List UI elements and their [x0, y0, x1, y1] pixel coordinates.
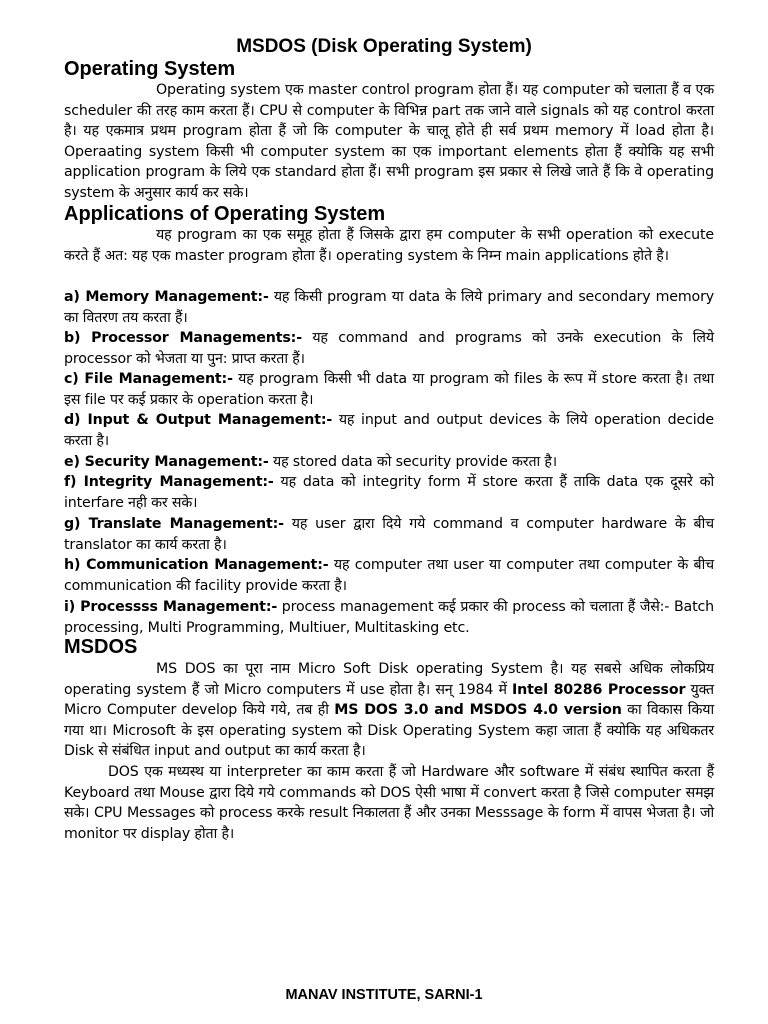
item-text: यह input and output devices के लिये operation decide करता है। [64, 412, 714, 449]
application-item-communication [64, 555, 714, 596]
item-text: यह stored data को security provide करता है। [268, 454, 558, 470]
applications-intro: यह program का एक समूह होता हैं जिसके द्वारा हम computer के सभी operation को execute करते हैं अत: यह एक master program होता हैं। operating system के निम्न main applications होते है। [64, 227, 714, 264]
item-text: process management कई प्रकार की process को चलाता हैं जैसे:- Batch processing, Multi Programming, Multiuer, Multitasking etc. [64, 599, 714, 636]
heading-operating-system: Operating System [64, 58, 236, 80]
operating-system-paragraph: Operating system एक master control program होता हैं। यह computer को चलाता हैं व एक scheduler की तरह काम करता हैं। CPU से computer के विभिन्न part तक जाने वाले signals को यह control करता है। यह एकमात्र प्रथम program होता हैं जो कि computer के चालू होते ही सर्व प्रथम memory में load होता है। Operaating system किसी भी computer system का एक important elements होता हैं क्योकि यह सभी application program के लिये एक standard होता हैं। सभी program इस प्रकार से लिखे जाते हैं कि वे operating system के अनुसार कार्य कर सके। [64, 82, 714, 201]
item-text: यह user द्वारा दिये गये command व computer hardware के बीच translator का कार्य करता है। [64, 516, 715, 553]
application-item-process [64, 597, 714, 638]
item-label: g) Translate Management:- [64, 516, 284, 532]
msdos-bold-processor: Intel 80286 Processor [512, 681, 686, 698]
heading-applications: Applications of Operating System [64, 203, 386, 225]
application-item-memory [64, 287, 714, 328]
item-text: यह command and programs को उनके execution के लिये processor को भेजता या पुन: प्राप्त करता हैं। [64, 330, 714, 367]
application-item-io [64, 410, 714, 451]
item-label: d) Input & Output Management:- [64, 412, 333, 428]
item-text: यह computer तथा user या computer तथा computer के बीच communication की facility provide करता है। [64, 557, 714, 594]
msdos-paragraph-1 [64, 659, 714, 762]
item-label: f) Integrity Management:- [64, 474, 274, 490]
item-label: b) Processor Managements:- [64, 330, 302, 346]
application-item-translate [64, 514, 714, 555]
item-label: a) Memory Management:- [64, 289, 269, 305]
application-item-file [64, 369, 714, 410]
msdos-text-c: युक्त Micro Computer develop किये गये, तब ही [64, 681, 714, 719]
item-text: यह किसी program या data के लिये primary and secondary memory का वितरण तय करता हैं। [64, 289, 715, 326]
msdos-bold-version: MS DOS 3.0 and MSDOS 4.0 version [334, 702, 622, 719]
heading-msdos: MSDOS [64, 636, 138, 658]
item-text: यह data को integrity form में store करता हैं ताकि data एक दूसरे को interfare नही कर सके। [64, 474, 715, 511]
item-label: e) Security Management:- [64, 454, 269, 470]
page-title: MSDOS (Disk Operating System) [236, 36, 532, 57]
msdos-text-a: MS DOS का पूरा नाम Micro Soft Disk operating System है। यह सबसे अधिक लोकप्रिय operating system हैं जो Micro computers में use होता है। सन् 1984 में [64, 661, 714, 698]
item-label: i) Processss Management:- [64, 599, 278, 615]
application-item-security [64, 452, 714, 473]
msdos-paragraph-2: DOS एक मध्यस्थ या interpreter का काम करता हैं जो Hardware और software में संबंध स्थापित करता हैं Keyboard तथा Mouse द्वारा दिये गये commands को DOS ऐसी भाषा में convert करता है जिसे computer समझ सके। CPU Messages को process करके result निकालता हैं और उनका Messsage के form में वापस भेजता है। जो monitor पर display होता है। [64, 764, 714, 842]
msdos-text-d: का विकास किया गया था। Microsoft के इस operating system को Disk Operating System कहा जाता हैं क्योकि यह अधिकतर Disk से संबंधित input and output का कार्य करता है। [64, 702, 714, 760]
application-item-integrity [64, 472, 714, 513]
application-item-processor [64, 328, 714, 369]
footer-institute: MANAV INSTITUTE, SARNI-1 [285, 987, 483, 1003]
item-text: यह program किसी भी data या program को files के रूप में store करता है। तथा इस file पर कई प्रकार के operation करता है। [64, 371, 714, 408]
item-label: h) Communication Management:- [64, 557, 329, 573]
item-label: c) File Management:- [64, 371, 233, 387]
